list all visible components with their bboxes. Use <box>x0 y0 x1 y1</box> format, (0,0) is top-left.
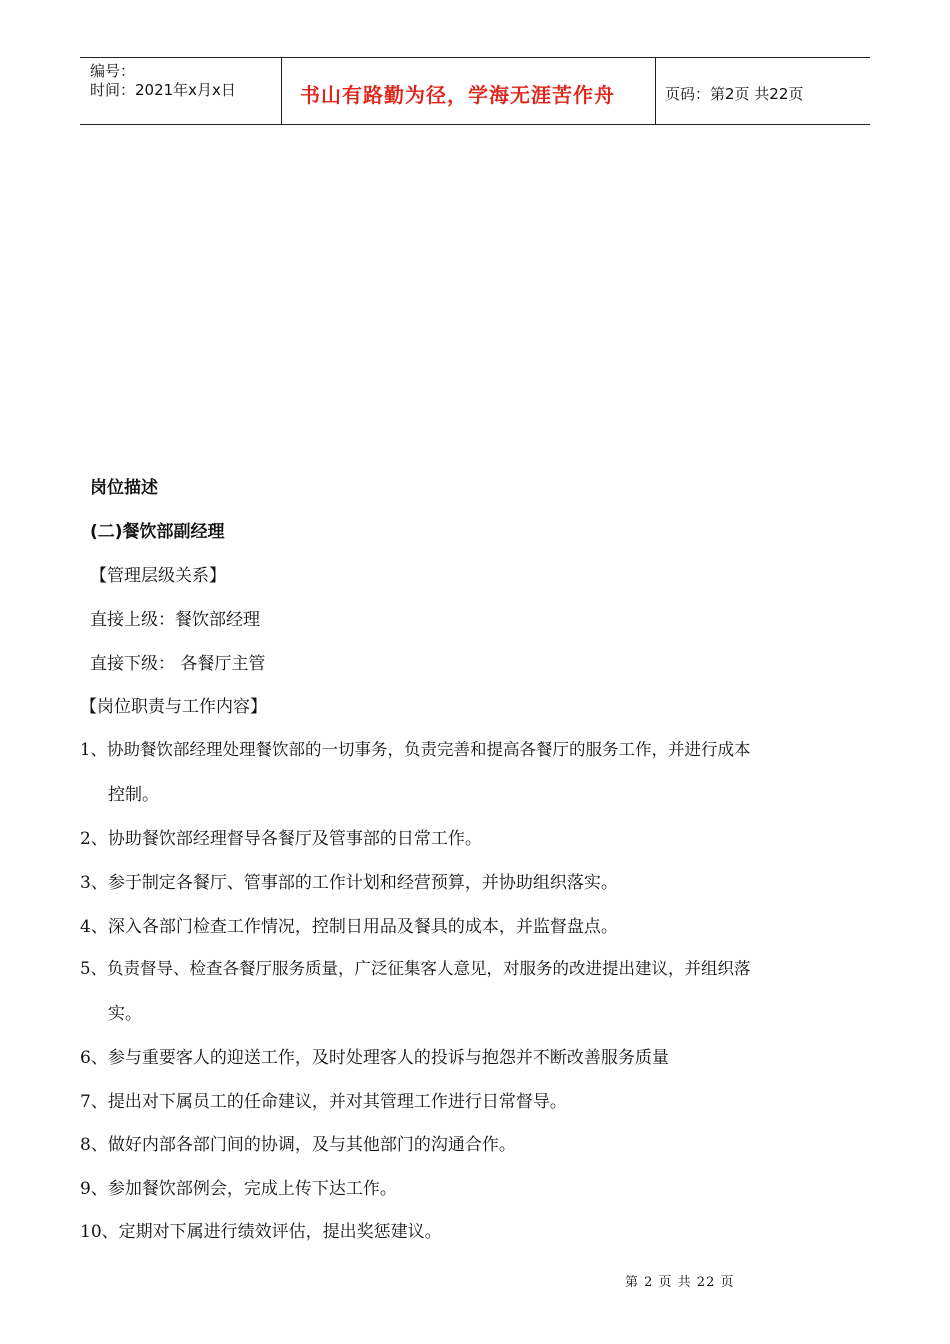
duty-item: 6、参与重要客人的迎送工作，及时处理客人的投诉与抱怨并不断改善服务质量 <box>80 1048 669 1068</box>
header-motto: 书山有路勤为径，学海无涯苦作舟 <box>300 83 615 107</box>
direct-superior: 直接上级：餐饮部经理 <box>90 610 260 630</box>
duty-item: 3、参于制定各餐厅、管事部的工作计划和经营预算，并协助组织落实。 <box>80 873 618 893</box>
document-time-label: 时间：2021年x月x日 <box>90 81 236 99</box>
footer-page-number: 第 2 页 共 22 页 <box>625 1275 735 1290</box>
header-divider-left <box>281 57 282 125</box>
duty-item: 4、深入各部门检查工作情况，控制日用品及餐具的成本，并监督盘点。 <box>80 917 618 937</box>
document-number-label: 编号： <box>90 62 136 80</box>
duty-item-continuation: 实。 <box>108 1004 142 1024</box>
duty-item-continuation: 控制。 <box>108 785 159 805</box>
header-divider-right <box>655 57 656 125</box>
duty-item: 8、做好内部各部门间的协调，及与其他部门的沟通合作。 <box>80 1135 516 1155</box>
direct-subordinate: 直接下级： 各餐厅主管 <box>90 654 266 674</box>
duty-item: 10、定期对下属进行绩效评估，提出奖惩建议。 <box>80 1222 442 1242</box>
duty-item: 7、提出对下属员工的任命建议，并对其管理工作进行日常督导。 <box>80 1092 567 1112</box>
duty-item: 9、参加餐饮部例会，完成上传下达工作。 <box>80 1179 397 1199</box>
header-bottom-rule <box>80 124 870 125</box>
duty-item: 2、协助餐饮部经理督导各餐厅及管事部的日常工作。 <box>80 829 482 849</box>
duty-item: 5、负责督导、检查各餐厅服务质量，广泛征集客人意见，对服务的改进提出建议，并组织落 <box>80 959 751 978</box>
page-title: 岗位描述 <box>90 478 158 498</box>
section-management-heading: 【管理层级关系】 <box>90 566 226 586</box>
job-title: (二)餐饮部副经理 <box>90 522 225 542</box>
duty-item: 1、协助餐饮部经理处理餐饮部的一切事务，负责完善和提高各餐厅的服务工作，并进行成本 <box>80 740 751 759</box>
header-page-info: 页码：第2页 共22页 <box>665 85 804 103</box>
section-duties-heading: 【岗位职责与工作内容】 <box>80 697 267 717</box>
header-top-rule <box>80 57 870 58</box>
